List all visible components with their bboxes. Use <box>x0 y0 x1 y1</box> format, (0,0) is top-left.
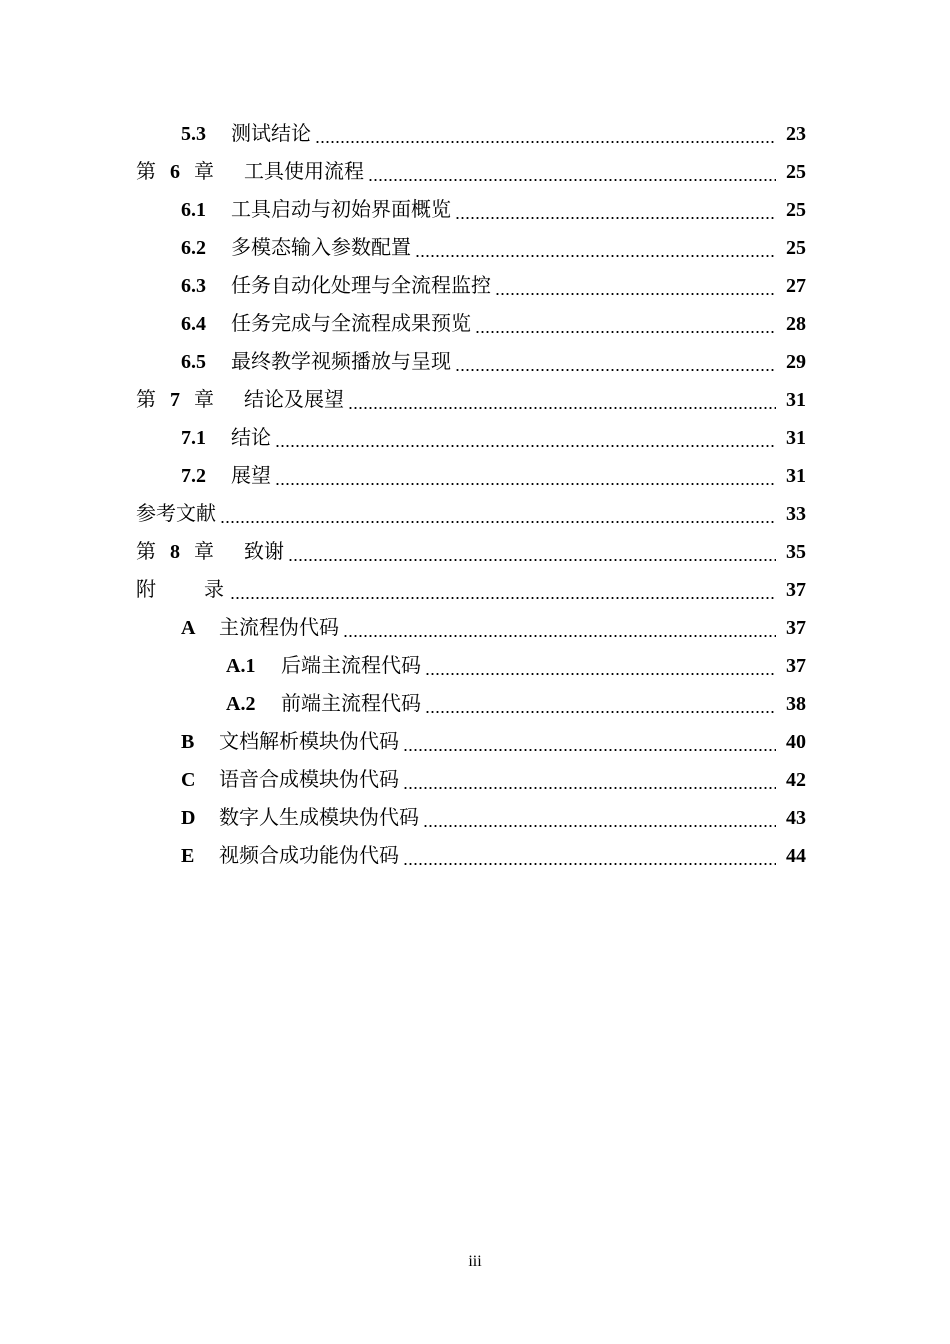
toc-entry-references[interactable] <box>0 495 950 533</box>
toc-entry[interactable] <box>0 799 950 837</box>
toc-entry[interactable] <box>0 761 950 799</box>
chapter-prefix: 第 <box>136 541 156 563</box>
page-number: 25 <box>786 199 806 221</box>
page-number: 31 <box>786 427 806 449</box>
table-of-contents <box>0 115 950 875</box>
page-number: 37 <box>786 655 806 677</box>
page-number: 35 <box>786 541 806 563</box>
section-number: 6.2 <box>181 237 206 259</box>
section-title: 测试结论 <box>231 123 311 145</box>
toc-entry[interactable] <box>0 191 950 229</box>
section-number: D <box>181 807 196 829</box>
toc-entry[interactable] <box>0 419 950 457</box>
page-number: 40 <box>786 731 806 753</box>
chapter-title: 工具使用流程 <box>244 161 364 183</box>
toc-entry[interactable] <box>0 267 950 305</box>
dot-leader <box>415 229 776 267</box>
toc-entry[interactable] <box>0 343 950 381</box>
page-number: 27 <box>786 275 806 297</box>
section-number: A <box>181 617 196 639</box>
section-title: 语音合成模块伪代码 <box>219 769 399 791</box>
page-number: 37 <box>786 579 806 601</box>
dot-leader <box>348 381 776 419</box>
dot-leader <box>288 533 776 571</box>
section-number: E <box>181 845 195 867</box>
chapter-prefix: 第 <box>136 389 156 411</box>
dot-leader <box>403 837 776 875</box>
section-number: A.1 <box>226 655 256 677</box>
chapter-label <box>136 533 214 571</box>
chapter-suffix: 章 <box>194 161 214 183</box>
toc-entry-appendix[interactable] <box>0 571 950 609</box>
dot-leader <box>455 343 776 381</box>
chapter-number: 6 <box>170 161 180 183</box>
dot-leader <box>220 495 776 533</box>
section-title: 结论 <box>231 427 271 449</box>
page-number: 33 <box>786 503 806 525</box>
dot-leader <box>275 419 776 457</box>
section-title: 数字人生成模块伪代码 <box>219 807 419 829</box>
appendix-title <box>136 571 226 609</box>
page-number: 42 <box>786 769 806 791</box>
page-number: 25 <box>786 237 806 259</box>
toc-chapter-entry[interactable] <box>0 381 950 419</box>
dot-leader <box>343 609 776 647</box>
section-number: 6.3 <box>181 275 206 297</box>
toc-entry[interactable] <box>0 115 950 153</box>
dot-leader <box>423 799 776 837</box>
section-number: 6.1 <box>181 199 206 221</box>
dot-leader <box>315 115 776 153</box>
dot-leader <box>475 305 776 343</box>
page-footer-number: iii <box>468 1253 482 1270</box>
section-title: 展望 <box>231 465 271 487</box>
section-title: 主流程伪代码 <box>219 617 339 639</box>
page-number: 37 <box>786 617 806 639</box>
toc-chapter-entry[interactable] <box>0 533 950 571</box>
section-number: 5.3 <box>181 123 206 145</box>
toc-entry[interactable] <box>0 305 950 343</box>
toc-entry[interactable] <box>0 457 950 495</box>
section-title: 视频合成功能伪代码 <box>219 845 399 867</box>
toc-chapter-entry[interactable] <box>0 153 950 191</box>
dot-leader <box>403 723 776 761</box>
page-number: 31 <box>786 389 806 411</box>
page-number: 23 <box>786 123 806 145</box>
appendix-char-2: 录 <box>204 579 224 601</box>
chapter-prefix: 第 <box>136 161 156 183</box>
section-number: 6.5 <box>181 351 206 373</box>
toc-entry[interactable] <box>0 685 950 723</box>
page-number: 29 <box>786 351 806 373</box>
page-number: 43 <box>786 807 806 829</box>
page-number: 28 <box>786 313 806 335</box>
chapter-title: 致谢 <box>244 541 284 563</box>
section-title: 后端主流程代码 <box>281 655 421 677</box>
toc-entry[interactable] <box>0 647 950 685</box>
dot-leader <box>368 153 776 191</box>
section-number: A.2 <box>226 693 256 715</box>
section-number: 6.4 <box>181 313 206 335</box>
page-number: 38 <box>786 693 806 715</box>
section-number: 7.2 <box>181 465 206 487</box>
chapter-number: 8 <box>170 541 180 563</box>
dot-leader <box>275 457 776 495</box>
section-title: 前端主流程代码 <box>281 693 421 715</box>
appendix-char-1: 附 <box>136 579 156 601</box>
chapter-suffix: 章 <box>194 389 214 411</box>
chapter-suffix: 章 <box>194 541 214 563</box>
page-number: 25 <box>786 161 806 183</box>
section-title: 任务自动化处理与全流程监控 <box>231 275 491 297</box>
toc-entry[interactable] <box>0 229 950 267</box>
dot-leader <box>425 647 776 685</box>
chapter-label <box>136 381 214 419</box>
section-number: C <box>181 769 196 791</box>
chapter-label <box>136 153 214 191</box>
dot-leader <box>230 571 776 609</box>
chapter-title: 结论及展望 <box>244 389 344 411</box>
dot-leader <box>455 191 776 229</box>
section-title: 参考文献 <box>136 503 216 525</box>
section-title: 多模态输入参数配置 <box>231 237 411 259</box>
section-title: 任务完成与全流程成果预览 <box>231 313 471 335</box>
section-title: 最终教学视频播放与呈现 <box>231 351 451 373</box>
dot-leader <box>403 761 776 799</box>
section-title: 文档解析模块伪代码 <box>219 731 399 753</box>
toc-entry[interactable] <box>0 609 950 647</box>
page-number: 31 <box>786 465 806 487</box>
toc-entry[interactable] <box>0 837 950 875</box>
dot-leader <box>495 267 776 305</box>
chapter-number: 7 <box>170 389 180 411</box>
page-number: 44 <box>786 845 806 867</box>
section-number: 7.1 <box>181 427 206 449</box>
toc-entry[interactable] <box>0 723 950 761</box>
dot-leader <box>425 685 776 723</box>
section-number: B <box>181 731 195 753</box>
section-title: 工具启动与初始界面概览 <box>231 199 451 221</box>
